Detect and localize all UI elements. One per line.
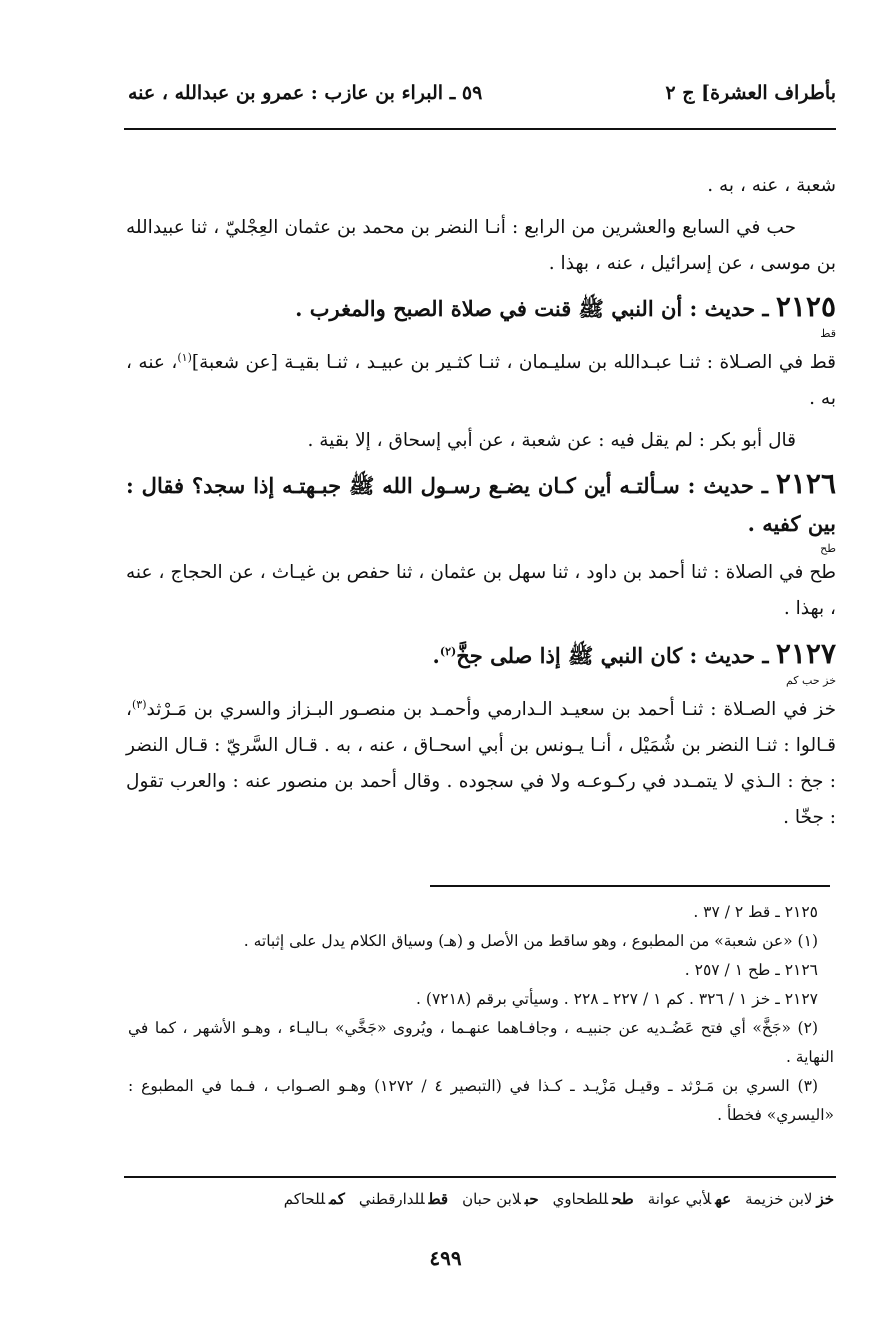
page-number: ٤٩٩ bbox=[429, 1246, 462, 1270]
header-section-title: ٥٩ ـ البراء بن عازب : عمرو بن عبدالله ، عنه bbox=[128, 82, 483, 104]
paragraph bbox=[126, 687, 836, 836]
legend-item: حبلابن حبان bbox=[462, 1190, 539, 1208]
footnote: ٢١٢٦ ـ طح ١ / ٢٥٧ . bbox=[684, 961, 818, 979]
main-text bbox=[126, 168, 836, 836]
paragraph: شعبة ، عنه ، به . bbox=[707, 175, 836, 196]
running-header bbox=[128, 82, 836, 104]
sigla-legend bbox=[128, 1190, 834, 1208]
hadith-title-end: . bbox=[432, 643, 440, 669]
paragraph-text: قط في الصـلاة : ثنـا عبـدالله بن سليـمان ، ثنـا كثـير بن عبيـد ، ثنـا بقيـة [عن شعبة] bbox=[191, 352, 836, 374]
header-book-title: بأطراف العشرة] ج ٢ bbox=[665, 82, 836, 104]
legend-item: خزلابن خزيمة bbox=[745, 1190, 834, 1208]
hadith-sigla: خز حب كم bbox=[785, 674, 836, 688]
legend-item: طحللطحاوي bbox=[552, 1190, 634, 1208]
hadith-number: ٢١٢٧ bbox=[775, 637, 836, 671]
paragraph: طح في الصلاة : ثنا أحمد بن داود ، ثنا سهل بن عثمان ، ثنا حفص بن غيـاث ، عن الحجاج ، عنه ، بهذا . bbox=[126, 562, 836, 620]
hadith-heading-2125 bbox=[126, 288, 836, 328]
paragraph-text: ، عنه ، به . bbox=[126, 352, 836, 410]
hadith-sigla: طح bbox=[820, 542, 836, 556]
footnote-ref: (٢) bbox=[439, 645, 457, 659]
footnote: (١) «عن شعبة» من المطبوع ، وهو ساقط من الأصل و (هـ) وسياق الكلام يدل على إثباته . bbox=[243, 932, 818, 950]
hadith-title: ـ حديث : كان النبي ﷺ إذا صلى جخَّ bbox=[456, 643, 769, 669]
footnote-ref: (١) bbox=[177, 351, 192, 364]
hadith-title: ـ حديث : سـألتـه أين كـان يضـع رسـول الله ﷺ جبـهتـه إذا سجد؟ فقال : بين كفيه . bbox=[126, 473, 836, 537]
paragraph-text: ، قـالوا : ثنـا النضر بن شُمَيْل ، أنـا يـونس بن أبي اسحـاق ، عنه ، به . قـال السَّريّ : قـال النضر : جخ : الـذي لا يتمـدد في ركـوعـه ولا في سجوده . وقال أحمد بن منصور عنه : والعرب تقول : جخّا . bbox=[126, 699, 836, 829]
footnote: ٢١٢٥ ـ قط ٢ / ٣٧ . bbox=[693, 903, 818, 921]
legend-item: كمللحاكم bbox=[283, 1190, 345, 1208]
paragraph bbox=[126, 340, 836, 417]
hadith-title: ـ حديث : أن النبي ﷺ قنت في صلاة الصبح والمغرب . bbox=[295, 296, 769, 321]
footnote-rule bbox=[430, 885, 830, 887]
footnote-ref: (٣) bbox=[131, 698, 147, 712]
header-rule bbox=[124, 128, 836, 130]
paragraph: قال أبو بكر : لم يقل فيه : عن شعبة ، عن أبي إسحاق ، إلا بقية . bbox=[307, 430, 796, 452]
paragraph: حب في السابع والعشرين من الرابع : أنـا النضر بن محمد بن عثمان العِجْليّ ، ثنا عبيدالله بن موسى ، عن إسرائيل ، عنه ، بهذا . bbox=[126, 217, 836, 274]
legend-rule bbox=[124, 1176, 836, 1178]
legend-item: عهلأبي عوانة bbox=[647, 1190, 732, 1208]
footnote: (٢) «جَخَّ» أي فتح عَضُـديه عن جنبيـه ، وجافـاهما عنهـما ، ويُروى «جَخَّي» بـاليـاء ، وهـو الأشهر ، كما في النهاية . bbox=[128, 1019, 834, 1066]
hadith-number: ٢١٢٦ bbox=[775, 467, 836, 501]
footnote: ٢١٢٧ ـ خز ١ / ٣٢٦ . كم ١ / ٢٢٧ ـ ٢٢٨ . وسيأتي برقم (٧٢١٨) . bbox=[416, 990, 818, 1008]
hadith-number: ٢١٢٥ bbox=[775, 290, 836, 323]
footnotes bbox=[128, 898, 834, 1130]
hadith-heading-2127 bbox=[126, 633, 836, 675]
hadith-sigla: قط bbox=[820, 327, 836, 340]
footnote: (٣) السري بن مَـرْثد ـ وقيـل مَزْيـد ـ كـذا في (التبصير ٤ / ١٢٧٢) وهـو الصـواب ، فـما في المطبوع : «اليسري» فخطأ . bbox=[128, 1077, 834, 1124]
hadith-heading-2126 bbox=[126, 465, 836, 543]
legend-item: قطللدارقطني bbox=[358, 1190, 449, 1208]
paragraph-text: خز في الصـلاة : ثنـا أحمد بن سعيـد الـدارمي وأحمـد بن منصـور البـزاز والسري بن مَـرْثد bbox=[146, 699, 836, 721]
